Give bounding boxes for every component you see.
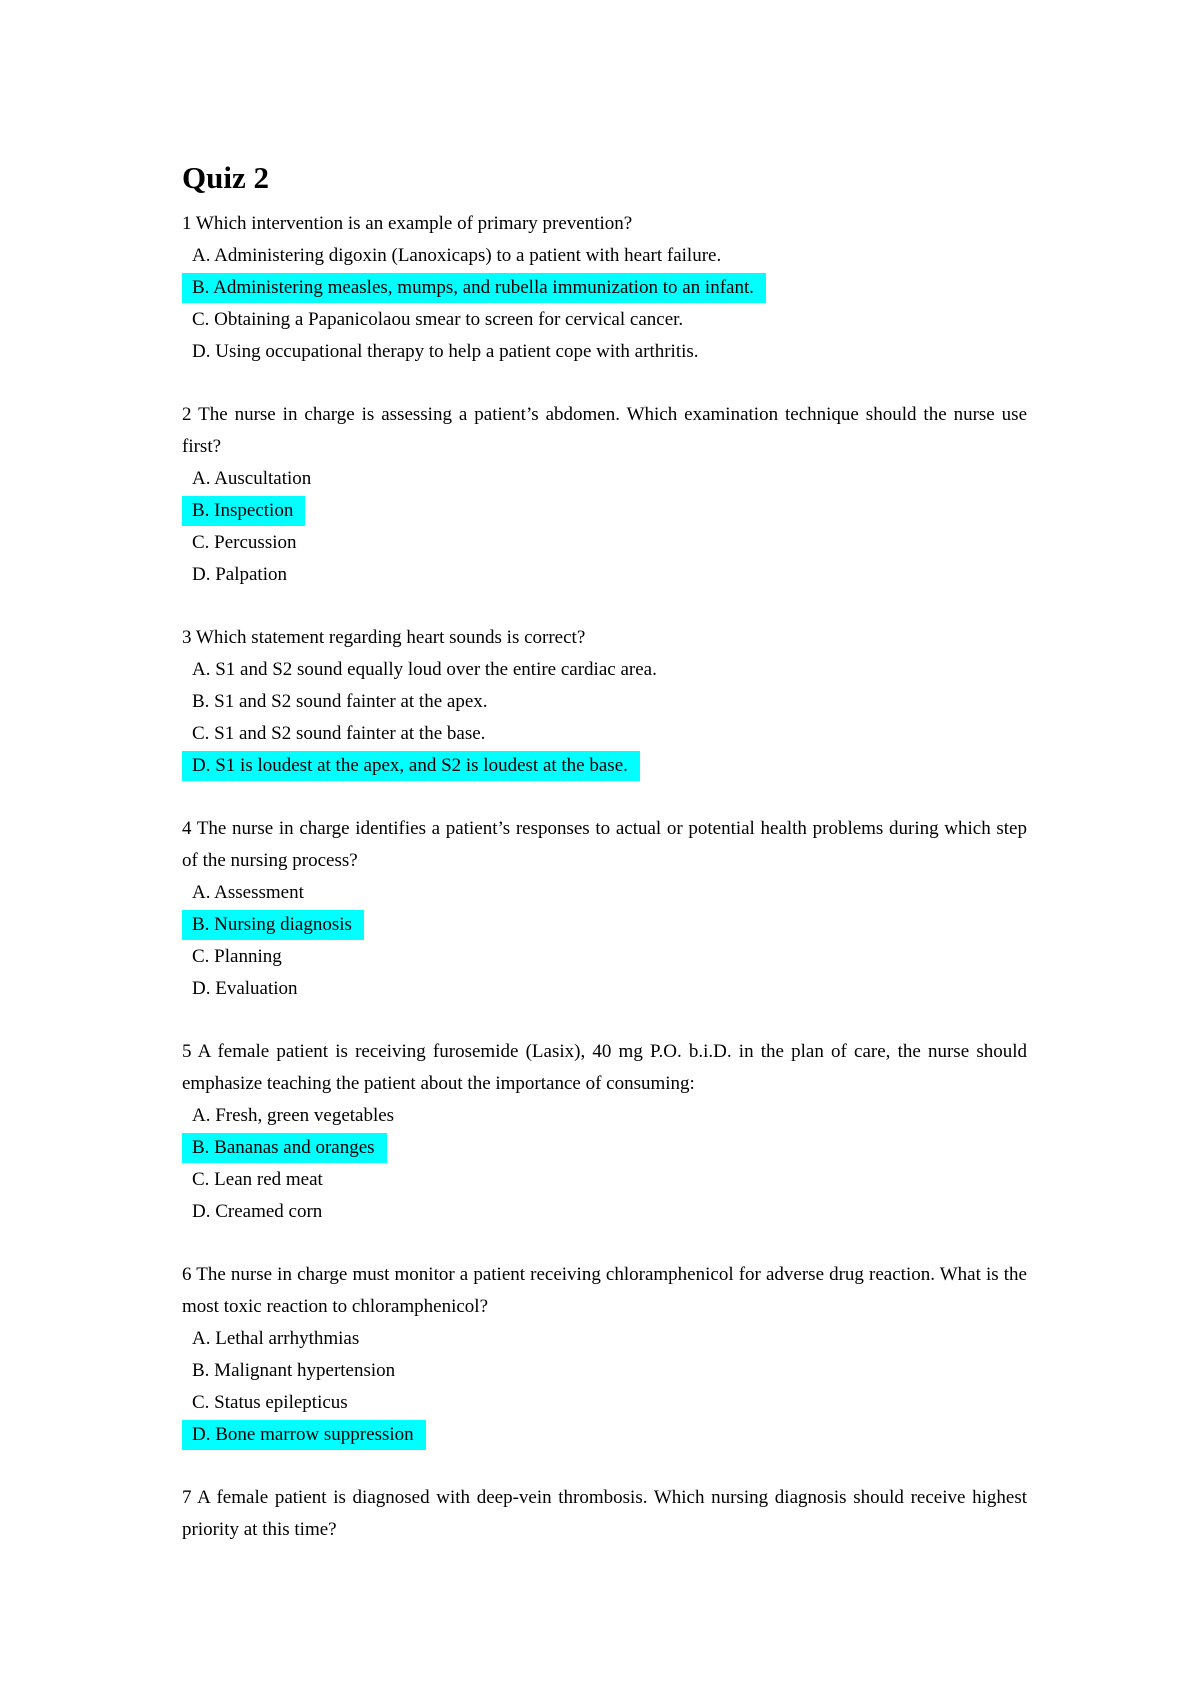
option-d xyxy=(182,1196,1027,1228)
question-text: 5 A female patient is receiving furosemide (Lasix), 40 mg P.O. b.i.D. in the plan of care, the nurse should emphasize teaching the patient about the importance of consuming: xyxy=(182,1041,1027,1094)
option-d xyxy=(182,973,1027,1005)
option-text: C. Lean red meat xyxy=(192,1169,323,1190)
question-text: 3 Which statement regarding heart sounds is correct? xyxy=(182,627,586,648)
option-a xyxy=(182,1100,1027,1132)
option-b-highlighted xyxy=(182,909,1027,941)
option-c xyxy=(182,1164,1027,1196)
option-a xyxy=(182,877,1027,909)
option-text: B. Administering measles, mumps, and rubella immunization to an infant. xyxy=(182,273,766,303)
option-d-highlighted xyxy=(182,1419,1027,1451)
option-text: C. Status epilepticus xyxy=(192,1392,348,1413)
option-text: A. Administering digoxin (Lanoxicaps) to a patient with heart failure. xyxy=(192,245,722,266)
option-text: A. Fresh, green vegetables xyxy=(192,1105,395,1126)
question-7 xyxy=(182,1482,1027,1546)
option-text: D. Bone marrow suppression xyxy=(182,1420,426,1450)
option-a xyxy=(182,240,1027,272)
option-b-highlighted xyxy=(182,272,1027,304)
question-4 xyxy=(182,813,1027,1005)
page-title: Quiz 2 xyxy=(182,160,269,195)
option-text: B. Nursing diagnosis xyxy=(182,910,364,940)
question-text: 4 The nurse in charge identifies a patient’s responses to actual or potential health problems during which step of the nursing process? xyxy=(182,818,1027,871)
option-c xyxy=(182,527,1027,559)
option-c xyxy=(182,941,1027,973)
option-text: A. Auscultation xyxy=(192,468,312,489)
option-c xyxy=(182,304,1027,336)
option-text: B. S1 and S2 sound fainter at the apex. xyxy=(192,691,488,712)
document-page xyxy=(182,158,1027,1577)
option-text: B. Inspection xyxy=(182,496,305,526)
option-text: A. Assessment xyxy=(192,882,304,903)
option-d xyxy=(182,559,1027,591)
question-text: 6 The nurse in charge must monitor a patient receiving chloramphenicol for adverse drug reaction. What is the most toxic reaction to chloramphenicol? xyxy=(182,1264,1027,1317)
option-d-highlighted xyxy=(182,750,1027,782)
question-2 xyxy=(182,399,1027,591)
option-text: B. Malignant hypertension xyxy=(192,1360,396,1381)
option-text: D. Palpation xyxy=(192,564,287,585)
option-text: C. Percussion xyxy=(192,532,297,553)
option-b xyxy=(182,1355,1027,1387)
option-c xyxy=(182,718,1027,750)
option-text: A. S1 and S2 sound equally loud over the entire cardiac area. xyxy=(192,659,657,680)
option-a xyxy=(182,463,1027,495)
option-b xyxy=(182,686,1027,718)
option-text: C. Planning xyxy=(192,946,282,967)
option-c xyxy=(182,1387,1027,1419)
option-text: D. Evaluation xyxy=(192,978,298,999)
option-text: C. S1 and S2 sound fainter at the base. xyxy=(192,723,486,744)
question-3 xyxy=(182,622,1027,782)
question-text: 1 Which intervention is an example of primary prevention? xyxy=(182,213,633,234)
option-text: D. Creamed corn xyxy=(192,1201,323,1222)
option-text: C. Obtaining a Papanicolaou smear to screen for cervical cancer. xyxy=(192,309,684,330)
option-text: D. S1 is loudest at the apex, and S2 is loudest at the base. xyxy=(182,751,640,781)
option-b-highlighted xyxy=(182,1132,1027,1164)
question-text: 7 A female patient is diagnosed with deep-vein thrombosis. Which nursing diagnosis should receive highest priority at this time? xyxy=(182,1487,1027,1540)
question-5 xyxy=(182,1036,1027,1228)
option-text: A. Lethal arrhythmias xyxy=(192,1328,360,1349)
option-a xyxy=(182,1323,1027,1355)
option-a xyxy=(182,654,1027,686)
option-text: D. Using occupational therapy to help a patient cope with arthritis. xyxy=(192,341,699,362)
option-text: B. Bananas and oranges xyxy=(182,1133,387,1163)
option-d xyxy=(182,336,1027,368)
question-text: 2 The nurse in charge is assessing a patient’s abdomen. Which examination technique should the nurse use first? xyxy=(182,404,1027,457)
question-6 xyxy=(182,1259,1027,1451)
question-1 xyxy=(182,208,1027,368)
option-b-highlighted xyxy=(182,495,1027,527)
